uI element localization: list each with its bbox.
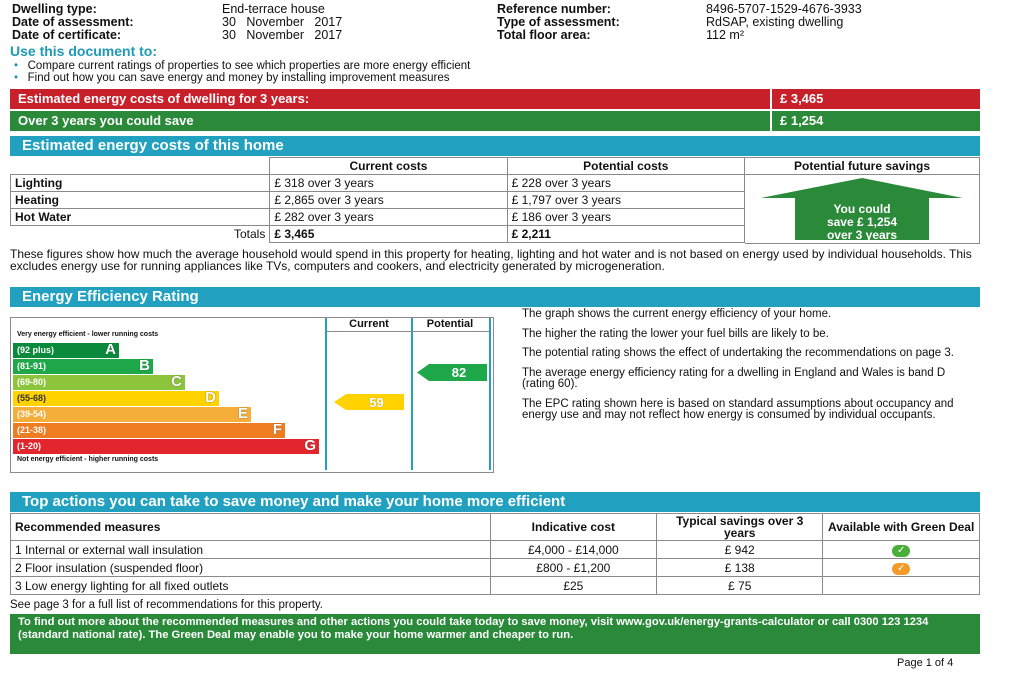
savings-header: Potential future savings [745, 158, 979, 175]
cost-header: Indicative cost [490, 514, 657, 541]
floor-area-value: 112 m² [706, 28, 744, 42]
table-row [11, 209, 745, 226]
eer-top-note: Very energy efficient - lower running costs [17, 331, 159, 338]
check-icon: ✓ [892, 545, 910, 557]
green-deal-cell [823, 577, 980, 595]
typical-saving: £ 138 [657, 559, 823, 577]
actions-table [10, 513, 980, 595]
green-deal-cell [823, 541, 980, 559]
use-doc-bullet-1: • Compare current ratings of properties to see which properties are more energy efficient [14, 60, 471, 72]
eer-band-g [13, 439, 319, 454]
indicative-cost: £25 [490, 577, 657, 595]
estimated-cost-band: Estimated energy costs of dwelling for 3 years: [10, 89, 770, 109]
date-certificate-label: Date of certificate: [12, 28, 122, 42]
assessment-type-label: Type of assessment: [497, 15, 620, 29]
table-row [11, 541, 980, 559]
total-potential: £ 2,211 [507, 226, 744, 243]
current-cost: £ 318 over 3 years [270, 175, 507, 192]
eer-band-range: (69-80) [17, 377, 47, 387]
check-icon: ✓ [892, 563, 910, 575]
measure-name: 2 Floor insulation (suspended floor) [11, 559, 491, 577]
costs-note: These figures show how much the average household would spend in this property for heating, lighting and hot water and is not based on energy used by individual households. This excludes energy use for running appliances like TVs, computers and cookers, and electricity generated by microgeneration. [10, 247, 972, 273]
eer-band-e [13, 407, 251, 422]
eer-explanation [522, 309, 978, 422]
eer-band-letter: C [171, 373, 182, 390]
green-deal-header: Available with Green Deal [823, 514, 980, 541]
table-row [11, 559, 980, 577]
measure-name: 1 Internal or external wall insulation [11, 541, 491, 559]
row-name: Lighting [11, 175, 270, 192]
see-page-note: See page 3 for a full list of recommendations for this property. [10, 599, 323, 611]
dwelling-type-label: Dwelling type: [12, 2, 97, 16]
estimated-cost-value: £ 3,465 [772, 89, 980, 109]
eer-band-letter: A [105, 341, 116, 358]
eer-band-letter: B [139, 357, 150, 374]
could-save-band: Over 3 years you could save [10, 111, 770, 131]
date-assessment-value: 30 November 2017 [222, 15, 343, 29]
typical-saving: £ 942 [657, 541, 823, 559]
table-row [11, 192, 745, 209]
eer-band-range: (39-54) [17, 409, 47, 419]
actions-section-title: Top actions you can take to save money and make your home more efficient [10, 492, 980, 512]
savings-panel [745, 157, 980, 244]
eer-paragraph: The graph shows the current energy efficiency of your home. [522, 308, 832, 320]
eer-band-f [13, 423, 285, 438]
savings-header: Typical savings over 3 years [657, 514, 823, 541]
potential-rating: 82 [451, 365, 467, 380]
current-costs-header: Current costs [270, 158, 507, 175]
savings-arrow-text [795, 203, 929, 242]
use-doc-bullet-2: • Find out how you can save energy and money by installing improvement measures [14, 72, 450, 84]
costs-header-row [11, 158, 745, 175]
eer-band-letter: F [272, 421, 282, 438]
savings-line-2: save £ 1,254 [826, 215, 898, 229]
table-row [11, 577, 980, 595]
date-certificate-value: 30 November 2017 [222, 28, 343, 42]
current-cost: £ 2,865 over 3 years [270, 192, 507, 209]
assessment-type-value: RdSAP, existing dwelling [706, 15, 844, 29]
eer-band-range: (81-91) [17, 361, 47, 371]
floor-area-label: Total floor area: [497, 28, 591, 42]
dwelling-type-value: End-terrace house [222, 2, 325, 16]
eer-band-letter: E [237, 405, 248, 422]
use-doc-title: Use this document to: [10, 43, 158, 59]
row-name: Heating [11, 192, 270, 209]
bullet-text: Find out how you can save energy and money by installing improvement measures [27, 72, 450, 84]
eer-band-letter: D [205, 389, 216, 406]
empty-header [11, 158, 270, 175]
potential-column-header: Potential [411, 318, 489, 332]
bullet-text: Compare current ratings of properties to see which properties are more energy efficient [27, 60, 471, 72]
actions-header-row [11, 514, 980, 541]
measure-name: 3 Low energy lighting for all fixed outlets [11, 577, 491, 595]
could-save-value: £ 1,254 [772, 111, 980, 131]
eer-bottom-note: Not energy efficient - higher running costs [17, 456, 159, 463]
totals-label: Totals [11, 226, 270, 243]
green-deal-info-box: To find out more about the recommended measures and other actions you could take today to save money, visit www.gov.uk/energy-grants-calculator or call 0300 123 1234 (standard national rate). The Green Deal may enable you to make your home warmer and cheaper to run. [10, 614, 980, 654]
eer-paragraph: The potential rating shows the effect of undertaking the recommendations on page 3. [522, 347, 954, 359]
costs-section-title: Estimated energy costs of this home [10, 136, 980, 156]
potential-column [411, 318, 491, 470]
eer-band-a [13, 343, 119, 358]
table-row [11, 175, 745, 192]
eer-band-range: (92 plus) [17, 345, 55, 355]
page-number: Page 1 of 4 [897, 657, 954, 669]
current-rating: 59 [369, 395, 384, 410]
indicative-cost: £800 - £1,200 [490, 559, 657, 577]
row-name: Hot Water [11, 209, 270, 226]
savings-line-1: You could [833, 202, 891, 216]
eer-band-d [13, 391, 219, 406]
eer-section-title: Energy Efficiency Rating [10, 287, 980, 307]
date-assessment-label: Date of assessment: [12, 15, 134, 29]
current-column-header: Current [327, 318, 411, 332]
eer-band-range: (55-68) [17, 393, 47, 403]
total-current: £ 3,465 [270, 226, 507, 243]
eer-band-range: (21-38) [17, 425, 47, 435]
eer-band-letter: G [304, 437, 316, 454]
potential-costs-header: Potential costs [507, 158, 744, 175]
eer-band-b [13, 359, 153, 374]
eer-band-range: (1-20) [17, 441, 42, 451]
potential-cost: £ 1,797 over 3 years [507, 192, 744, 209]
indicative-cost: £4,000 - £14,000 [490, 541, 657, 559]
eer-paragraph: The EPC rating shown here is based on standard assumptions about occupancy and energy use and may not reflect how energy is consumed by individual occupants. [522, 397, 954, 421]
eer-paragraph: The average energy efficiency rating for a dwelling in England and Wales is band D (rating 60). [522, 366, 946, 390]
eer-paragraph: The higher the rating the lower your fuel bills are likely to be. [522, 327, 829, 340]
totals-row [11, 226, 745, 243]
potential-cost: £ 186 over 3 years [507, 209, 744, 226]
eer-band-c [13, 375, 185, 390]
eer-chart [10, 317, 494, 473]
reference-label: Reference number: [497, 2, 611, 16]
potential-cost: £ 228 over 3 years [507, 175, 744, 192]
current-cost: £ 282 over 3 years [270, 209, 507, 226]
green-deal-cell [823, 559, 980, 577]
costs-table [10, 157, 745, 243]
typical-saving: £ 75 [657, 577, 823, 595]
reference-value: 8496-5707-1529-4676-3933 [706, 2, 862, 16]
savings-line-3: over 3 years [826, 228, 898, 242]
measures-header: Recommended measures [11, 514, 491, 541]
